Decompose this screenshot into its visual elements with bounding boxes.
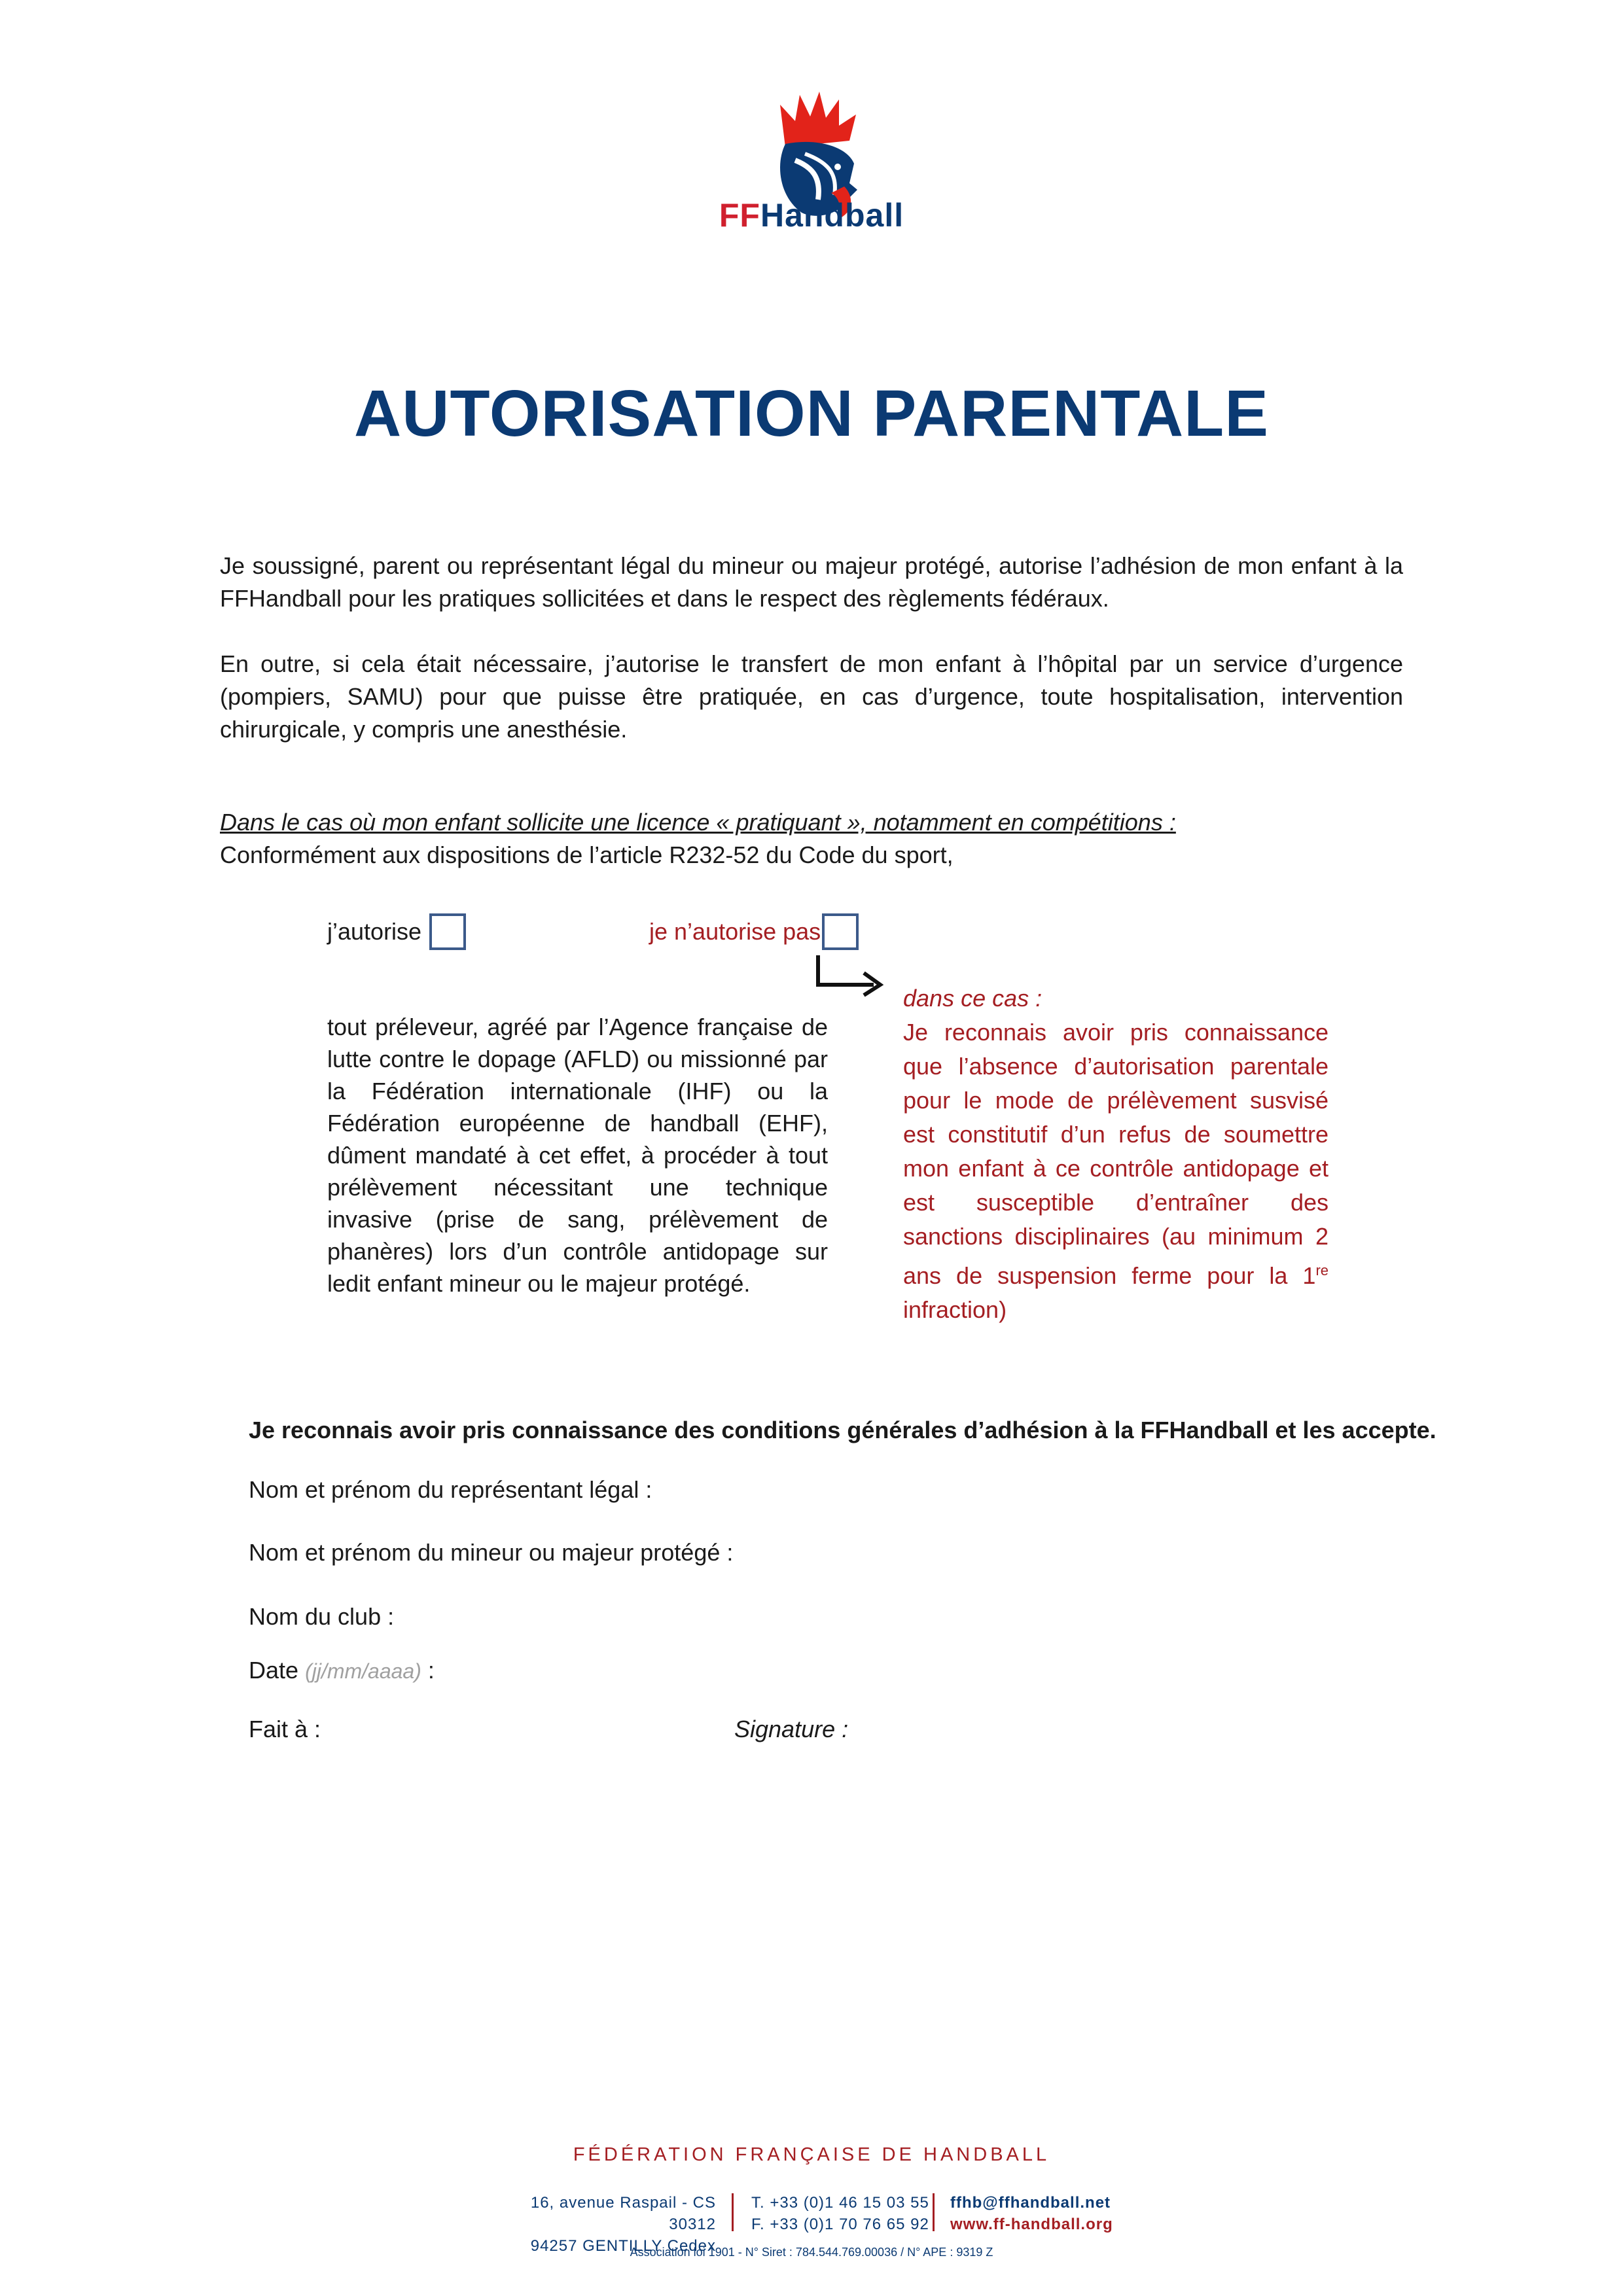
refusal-consequences <box>903 981 1329 1327</box>
footer-fax: F. +33 (0)1 70 76 65 92 <box>751 2216 929 2233</box>
refusal-heading: dans ce cas : <box>903 985 1043 1012</box>
signature-field[interactable]: Signature : <box>734 1716 849 1742</box>
not-authorize-checkbox[interactable] <box>822 913 859 950</box>
footer-legal-text: Association loi 1901 - N° Siret : 784.544.769.00036 / N° APE : 9319 Z <box>630 2246 993 2259</box>
club-name-field[interactable]: Nom du club : <box>249 1603 395 1630</box>
licence-condition-text: Dans le cas où mon enfant sollicite une licence « pratiquant », notamment en compétitions : <box>220 809 1176 836</box>
paragraph-adhesion: Je soussigné, parent ou représentant légal du mineur ou majeur protégé, autorise l’adhésion de mon enfant à la FFHandball pour les pratiques sollicitées et dans le respect des règlements fédéraux. <box>220 552 1403 612</box>
footer-divider <box>732 2193 734 2231</box>
date-label: Date <box>249 1657 299 1684</box>
footer-federation-name: FÉDÉRATION FRANÇAISE DE HANDBALL <box>573 2144 1050 2165</box>
authorize-checkbox[interactable] <box>429 913 466 950</box>
footer-address-line1: 16, avenue Raspail - CS 30312 <box>530 2194 716 2233</box>
date-colon: : <box>421 1657 435 1684</box>
place-field[interactable]: Fait à : <box>249 1716 321 1742</box>
authorization-scope-text: tout préleveur, agréé par l’Agence française de lutte contre le dopage (AFLD) ou missionné par la Fédération internationale (IHF) ou la Fédération européenne de handball (EHF), dûment mandaté à cet effet, à procéder à tout prélèvement nécessitant une technique invasive (prise de sang, prélèvement de phanères) lors d’un contrôle antidopage sur ledit enfant mineur ou le majeur protégé. <box>327 1014 828 1297</box>
logo-text-handball: Handball <box>760 197 904 234</box>
date-format-hint: (jj/mm/aaaa) <box>305 1659 421 1683</box>
article-reference-text: Conformément aux dispositions de l’article R232-52 du Code du sport, <box>220 841 954 868</box>
logo-wordmark <box>681 196 942 234</box>
footer-phone-fax <box>751 2192 935 2235</box>
authorize-label: j’autorise <box>327 918 422 945</box>
logo-text-ff: FF <box>719 197 760 234</box>
arrow-right-icon <box>812 952 890 998</box>
page-title: AUTORISATION PARENTALE <box>354 377 1269 450</box>
paragraph-doping-intro <box>220 806 1403 872</box>
footer-email-link[interactable]: ffhb@ffhandball.net <box>950 2194 1111 2212</box>
footer-address-line2: 94257 GENTILLY Cedex <box>530 2237 716 2255</box>
refusal-text: Je reconnais avoir pris connaissance que l’absence d’autorisation parentale pour le mode de prélèvement susvisé est constitutif d’un refus de soumettre mon enfant à ce contrôle antidopage et est susceptible d’entraîner des sanctions disciplinaires (au minimum 2 ans de suspension ferme pour la 1 <box>903 1019 1329 1289</box>
not-authorize-label: je n’autorise pas <box>649 918 821 945</box>
minor-name-field[interactable]: Nom et prénom du mineur ou majeur protégé : <box>249 1539 734 1566</box>
legal-representative-field[interactable]: Nom et prénom du représentant légal : <box>249 1476 652 1503</box>
date-field[interactable] <box>249 1657 435 1684</box>
footer-phone: T. +33 (0)1 46 15 03 55 <box>751 2194 929 2212</box>
paragraph-hospital: En outre, si cela était nécessaire, j’autorise le transfert de mon enfant à l’hôpital par un service d’urgence (pompiers, SAMU) pour que puisse être pratiquée, en cas d’urgence, toute hospitalisation, intervention chirurgicale, y compris une anesthésie. <box>220 650 1403 743</box>
refusal-text-end: infraction) <box>903 1296 1007 1323</box>
footer-divider <box>933 2193 935 2231</box>
refusal-ordinal-suffix: re <box>1315 1262 1329 1279</box>
acknowledgement-text: Je reconnais avoir pris connaissance des conditions générales d’adhésion à la FFHandball et les accepte. <box>249 1417 1436 1443</box>
footer-website-link[interactable]: www.ff-handball.org <box>950 2216 1113 2233</box>
footer-contact <box>950 2192 1160 2235</box>
